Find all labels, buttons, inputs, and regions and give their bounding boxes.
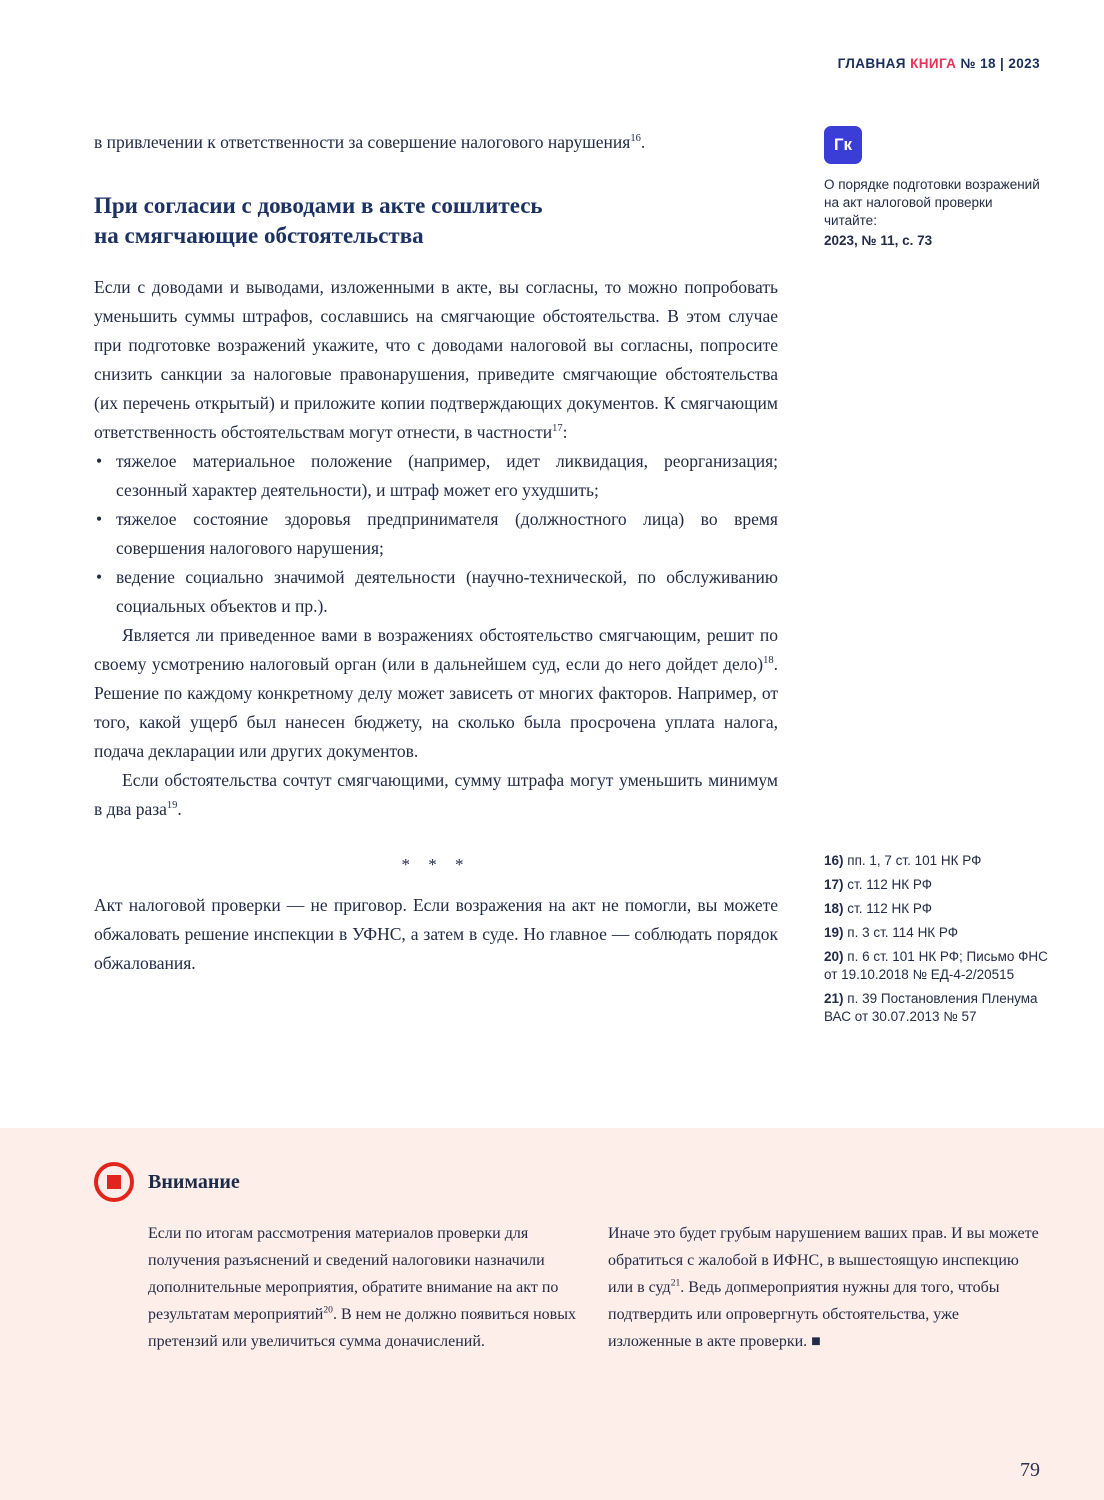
section-heading-line1: При согласии с доводами в акте сошлитесь [94,193,543,218]
sidebar-note-reference: 2023, № 11, с. 73 [824,233,933,248]
attention-icon [94,1162,134,1202]
footnote-text: ст. 112 НК РФ [847,901,932,916]
footnote [824,990,1050,1026]
paragraph: Если обстоятельства сочтут смягчающими, сумму штрафа могут уменьшить минимум в два раза$^{19}$. [94,770,778,819]
brand-glavnaya: ГЛАВНАЯ [837,56,906,71]
footnote-text: ст. 112 НК РФ [847,877,932,892]
attention-icon-square [107,1175,121,1189]
sidebar-note [824,126,1044,250]
brand-kniga: КНИГА [910,56,957,71]
gk-logo-text: Гк [833,135,853,154]
footnote-text: п. 6 ст. 101 НК РФ; Письмо ФНС от 19.10.2018 № ЕД-4-2/20515 [824,949,1048,982]
footnote-text: пп. 1, 7 ст. 101 НК РФ [847,853,982,868]
paragraph: Является ли приведенное вами в возражениях обстоятельство смягчающим, решит по своему усмотрению налоговый орган (или в дальнейшем суд, если до него дойдет дело)$^{18}$. Решение по каждому конкретному делу может зависеть от многих факторов. Например, от того, какой ущерб был нанесен бюджету, на сколько была просрочена уплата налога, подача декларации или других документов. [94,625,778,761]
article-body [94,128,778,978]
footnote [824,948,1050,984]
paragraph-conclusion: Акт налоговой проверки — не приговор. Если возражения на акт не помогли, вы можете обжаловать решение инспекции в УФНС, а затем в суде. Но главное — соблюдать порядок обжалования. [94,895,778,973]
issue-number: № 18 | 2023 [960,56,1040,71]
footnote [824,900,1050,918]
masthead [838,56,1040,71]
attention-title: Внимание [148,1170,240,1193]
footnote-number: 17) [824,877,844,892]
attention-right-column: Иначе это будет грубым нарушением ваших прав. И вы можете обратиться с жалобой в ИФНС, в вышестоящую инспекцию или в суд$^{21}$. Ведь допмероприятия нужны для того, чтобы подтвердить или опровергнуть обстоятельства, уже изложенные в акте проверки. ■ [608,1225,1039,1350]
bullet-item: • тяжелое материальное положение (например, идет ликвидация, реорганизация; сезонный характер деятельности), и штраф может его ухудшить; [94,447,778,505]
section-heading [94,191,778,251]
footnote-number: 19) [824,925,844,940]
footnote-text: п. 3 ст. 114 НК РФ [847,925,959,940]
section-separator: * * * [401,855,471,874]
attention-box [0,1128,1104,1500]
footnotes [824,852,1050,1032]
section-heading-line2: на смягчающие обстоятельства [94,223,424,248]
footnote-number: 20) [824,949,844,964]
attention-header [94,1162,240,1202]
paragraph: Если с доводами и выводами, изложенными в акте, вы согласны, то можно попробовать уменьшить суммы штрафов, сославшись на смягчающие обстоятельства. В этом случае при подготовке возражений укажите, что с доводами налоговой вы согласны, попросите снизить санкции за налоговые правонарушения, приведите смягчающие обстоятельства (их перечень открытый) и приложите копии подтверждающих документов. К смягчающим ответственность обстоятельствам могут отнести, в частности$^{17}$: [94,277,778,442]
bullet-item: • ведение социально значимой деятельности (научно-технической, по обслуживанию социальных объектов и пр.). [94,563,778,621]
footnote [824,852,1050,870]
footnote [824,924,1050,942]
bullet-list [94,447,778,621]
footnote-number: 16) [824,853,844,868]
attention-columns [148,1220,1040,1355]
page-number: 79 [1020,1459,1040,1481]
gk-logo-icon [824,126,862,164]
attention-left-column: Если по итогам рассмотрения материалов проверки для получения разъяснений и сведений налоговики назначили дополнительные мероприятия, обратите внимание на акт по результатам мероприятий$^{20}$. В нем не должно появиться новых претензий или увеличиться сумма доначислений. [148,1225,576,1350]
footnote-number: 18) [824,901,844,916]
footnote-number: 21) [824,991,844,1006]
footnote [824,876,1050,894]
paragraph-intro: в привлечении к ответственности за совершение налогового нарушения$^{16}$. [94,132,646,152]
footnote-text: п. 39 Постановления Пленума ВАС от 30.07.2013 № 57 [824,991,1038,1024]
sidebar-note-text: О порядке подготовки возражений на акт налоговой проверки читайте: [824,177,1040,228]
bullet-item: • тяжелое состояние здоровья предпринимателя (должностного лица) во время совершения налогового нарушения; [94,505,778,563]
